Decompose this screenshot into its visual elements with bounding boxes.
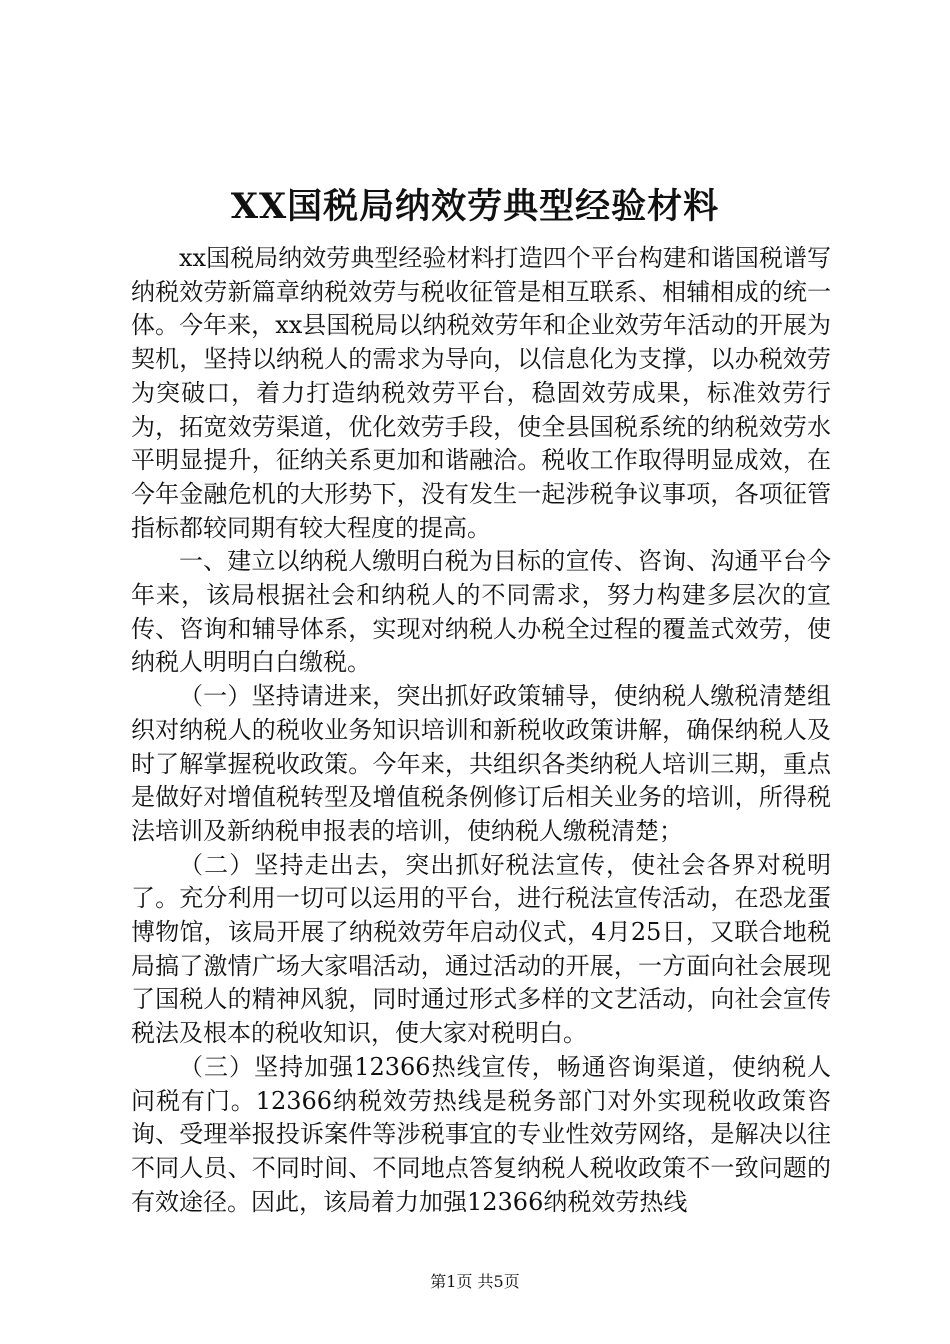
paragraph-item-3: （三）坚持加强12366热线宣传，畅通咨询渠道，使纳税人问税有门。12366纳税效劳热线是税务部门对外实现税收政策咨询、受理举报投诉案件等涉税事宜的专业性效劳网络，是解决以往不同人员、不同时间、不同地点答复纳税人税收政策不一致问题的有效途径。因此，该局着力加强12366纳税效劳热线: [131, 1052, 831, 1216]
document-title: XX国税局纳效劳典型经验材料: [230, 186, 720, 227]
paragraph-intro: xx国税局纳效劳典型经验材料打造四个平台构建和谐国税谱写纳税效劳新篇章纳税效劳与税收征管是相互联系、相辅相成的统一体。今年来，xx县国税局以纳税效劳年和企业效劳年活动的开展为契机，坚持以纳税人的需求为导向，以信息化为支撑，以办税效劳为突破口，着力打造纳税效劳平台，稳固效劳成果，标准效劳行为，拓宽效劳渠道，优化效劳手段，使全县国税系统的纳税效劳水平明显提升，征纳关系更加和谐融洽。税收工作取得明显成效，在今年金融危机的大形势下，没有发生一起涉税争议事项，各项征管指标都较同期有较大程度的提高。: [131, 244, 831, 542]
document-body: [131, 242, 831, 1219]
paragraph-section-1: 一、建立以纳税人缴明白税为目标的宣传、咨询、沟通平台今年来，该局根据社会和纳税人的不同需求，努力构建多层次的宣传、咨询和辅导体系，实现对纳税人办税全过程的覆盖式效劳，使纳税人明明白白缴税。: [131, 547, 831, 677]
page-number-footer: 第1页 共5页: [430, 1272, 520, 1291]
paragraph-item-2: （二）坚持走出去，突出抓好税法宣传，使社会各界对税明了。充分利用一切可以运用的平台，进行税法宣传活动，在恐龙蛋博物馆，该局开展了纳税效劳年启动仪式，4月25日，又联合地税局搞了激情广场大家唱活动，通过活动的开展，一方面向社会展现了国税人的精神风貌，同时通过形式多样的文艺活动，向社会宣传税法及根本的税收知识，使大家对税明白。: [131, 850, 831, 1048]
paragraph-item-1: （一）坚持请进来，突出抓好政策辅导，使纳税人缴税清楚组织对纳税人的税收业务知识培训和新税收政策讲解，确保纳税人及时了解掌握税收政策。今年来，共组织各类纳税人培训三期，重点是做好对增值税转型及增值税条例修订后相关业务的培训，所得税法培训及新纳税申报表的培训，使纳税人缴税清楚；: [131, 682, 831, 845]
